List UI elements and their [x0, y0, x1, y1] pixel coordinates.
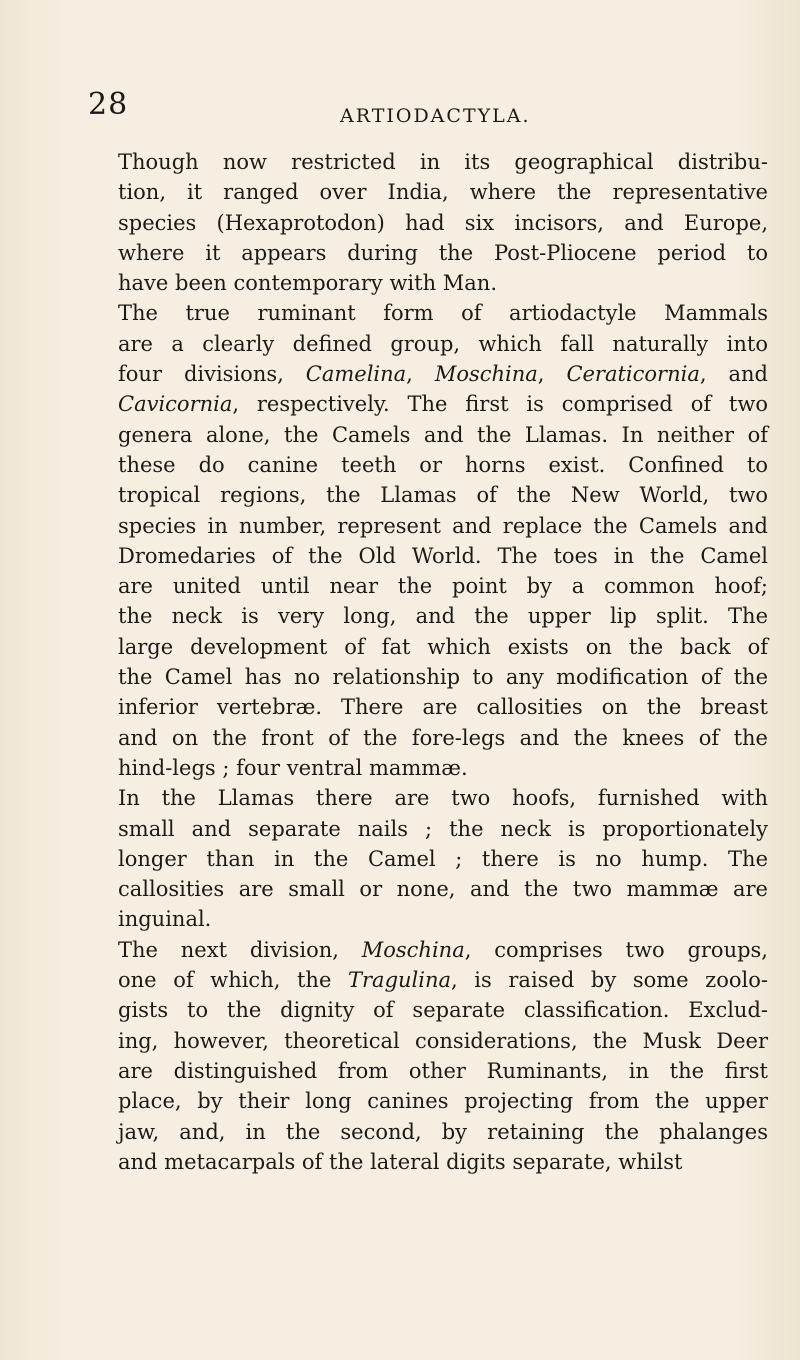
text-line: four divisions, Camelina, Moschina, Ceraticornia, and	[118, 362, 768, 387]
page-number: 28	[88, 87, 129, 122]
text-line: inferior vertebræ. There are callosities on the breast	[118, 695, 768, 720]
text-line: longer than in the Camel ; there is no hump. The	[118, 846, 768, 871]
text-line: species in number, represent and replace the Camels and	[118, 513, 768, 538]
text-line: The next division, Moschina, comprises two groups,	[118, 937, 768, 962]
text-line: Dromedaries of the Old World. The toes in the Camel	[118, 543, 768, 568]
text-line: tion, it ranged over India, where the representative	[118, 180, 768, 205]
text-line: are a clearly defined group, which fall naturally into	[118, 331, 768, 356]
text-line: small and separate nails ; the neck is proportionately	[118, 816, 768, 841]
text-line: ing, however, theoretical considerations, the Musk Deer	[118, 1028, 768, 1053]
body-text	[118, 147, 768, 1177]
text-line: are distinguished from other Ruminants, in the first	[118, 1058, 768, 1083]
text-line: Cavicornia, respectively. The first is comprised of two	[118, 392, 768, 417]
text-line: the neck is very long, and the upper lip split. The	[118, 604, 768, 629]
text-line: genera alone, the Camels and the Llamas. In neither of	[118, 422, 768, 447]
text-line: and metacarpals of the lateral digits separate, whilst	[118, 1149, 683, 1174]
text-line: inguinal.	[118, 907, 212, 932]
text-line: tropical regions, the Llamas of the New World, two	[118, 483, 768, 508]
text-line: large development of fat which exists on the back of	[118, 634, 768, 659]
text-line: where it appears during the Post-Pliocene period to	[118, 240, 768, 265]
text-line: jaw, and, in the second, by retaining the phalanges	[118, 1119, 768, 1144]
text-line: the Camel has no relationship to any modification of the	[118, 665, 768, 690]
text-line: are united until near the point by a common hoof;	[118, 574, 768, 599]
text-line: species (Hexaprotodon) had six incisors, and Europe,	[118, 210, 768, 235]
text-line: Though now restricted in its geographical distribu-	[118, 150, 768, 174]
text-line: callosities are small or none, and the two mammæ are	[118, 877, 768, 902]
text-line: The true ruminant form of artiodactyle Mammals	[118, 301, 768, 326]
text-line: one of which, the Tragulina, is raised by some zoolo-	[118, 968, 768, 993]
text-line: gists to the dignity of separate classification. Exclud-	[118, 998, 768, 1023]
text-line: hind-legs ; four ventral mammæ.	[118, 755, 468, 780]
text-line: these do canine teeth or horns exist. Confined to	[118, 452, 768, 477]
text-line: place, by their long canines projecting from the upper	[118, 1089, 768, 1114]
text-line: have been contemporary with Man.	[118, 271, 497, 296]
text-line: and on the front of the fore-legs and the knees of the	[118, 725, 768, 750]
text-line: In the Llamas there are two hoofs, furnished with	[118, 786, 768, 811]
running-head: ARTIODACTYLA.	[340, 105, 531, 127]
